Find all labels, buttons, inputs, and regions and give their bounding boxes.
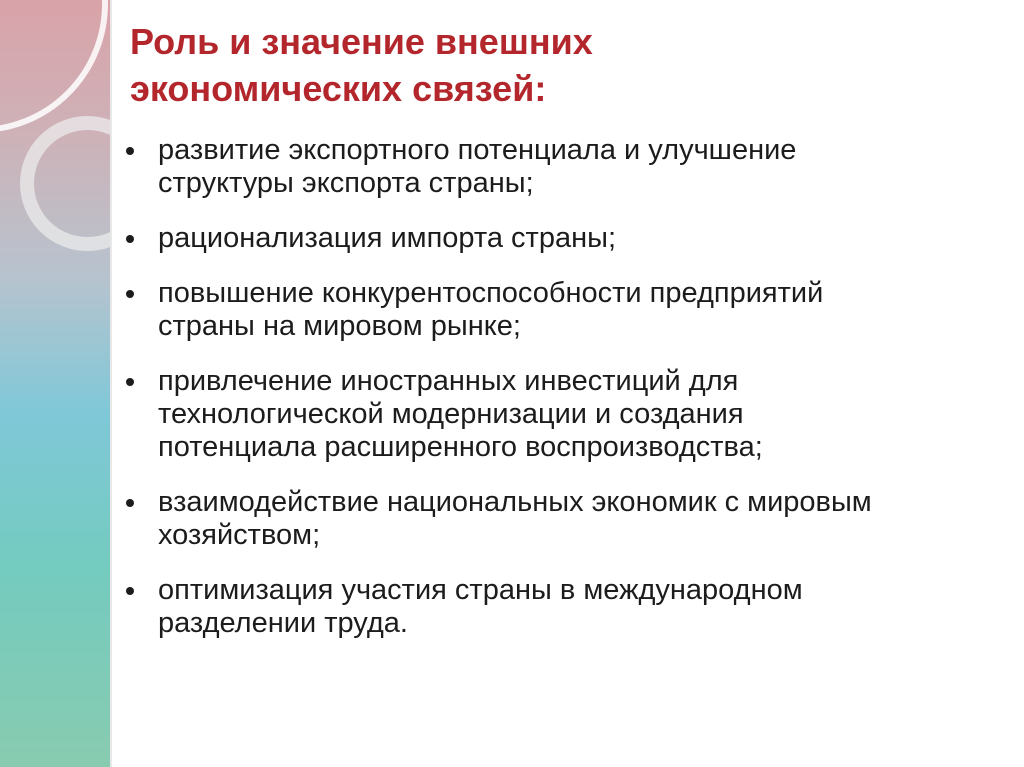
decorative-ring-large	[0, 0, 108, 133]
bullet-line: повышение конкурентоспособности предприятий	[158, 277, 824, 309]
side-band-divider	[110, 0, 112, 767]
bullet-line: рационализация импорта страны;	[158, 222, 617, 254]
bullet-dot-icon	[126, 499, 134, 507]
bullet-item	[126, 222, 1006, 255]
bullet-item	[126, 134, 1006, 200]
bullet-dot-icon	[126, 235, 134, 243]
bullet-dot-icon	[126, 587, 134, 595]
bullet-list	[126, 134, 1006, 662]
slide-title-line-2: экономических связей:	[130, 68, 547, 109]
bullet-item	[126, 574, 1006, 640]
bullet-line: потенциала расширенного воспроизводства;	[158, 431, 763, 463]
bullet-dot-icon	[126, 378, 134, 386]
bullet-line: структуры экспорта страны;	[158, 167, 534, 199]
bullet-line: хозяйством;	[158, 519, 321, 551]
bullet-line: развитие экспортного потенциала и улучшение	[158, 134, 797, 166]
bullet-line: технологической модернизации и создания	[158, 398, 744, 430]
bullet-line: страны на мировом рынке;	[158, 310, 521, 342]
bullet-line: привлечение иностранных инвестиций для	[158, 365, 739, 397]
bullet-line: разделении труда.	[158, 607, 408, 639]
slide-title-line-1: Роль и значение внешних	[130, 21, 593, 62]
decorative-ring-small	[20, 116, 110, 251]
bullet-line: оптимизация участия страны в международном	[158, 574, 803, 606]
bullet-item	[126, 365, 1006, 464]
bullet-line: взаимодействие национальных экономик с мировым	[158, 486, 872, 518]
decorative-side-band	[0, 0, 110, 767]
bullet-item	[126, 486, 1006, 552]
bullet-dot-icon	[126, 290, 134, 298]
bullet-item	[126, 277, 1006, 343]
slide-title	[130, 18, 990, 112]
bullet-dot-icon	[126, 147, 134, 155]
